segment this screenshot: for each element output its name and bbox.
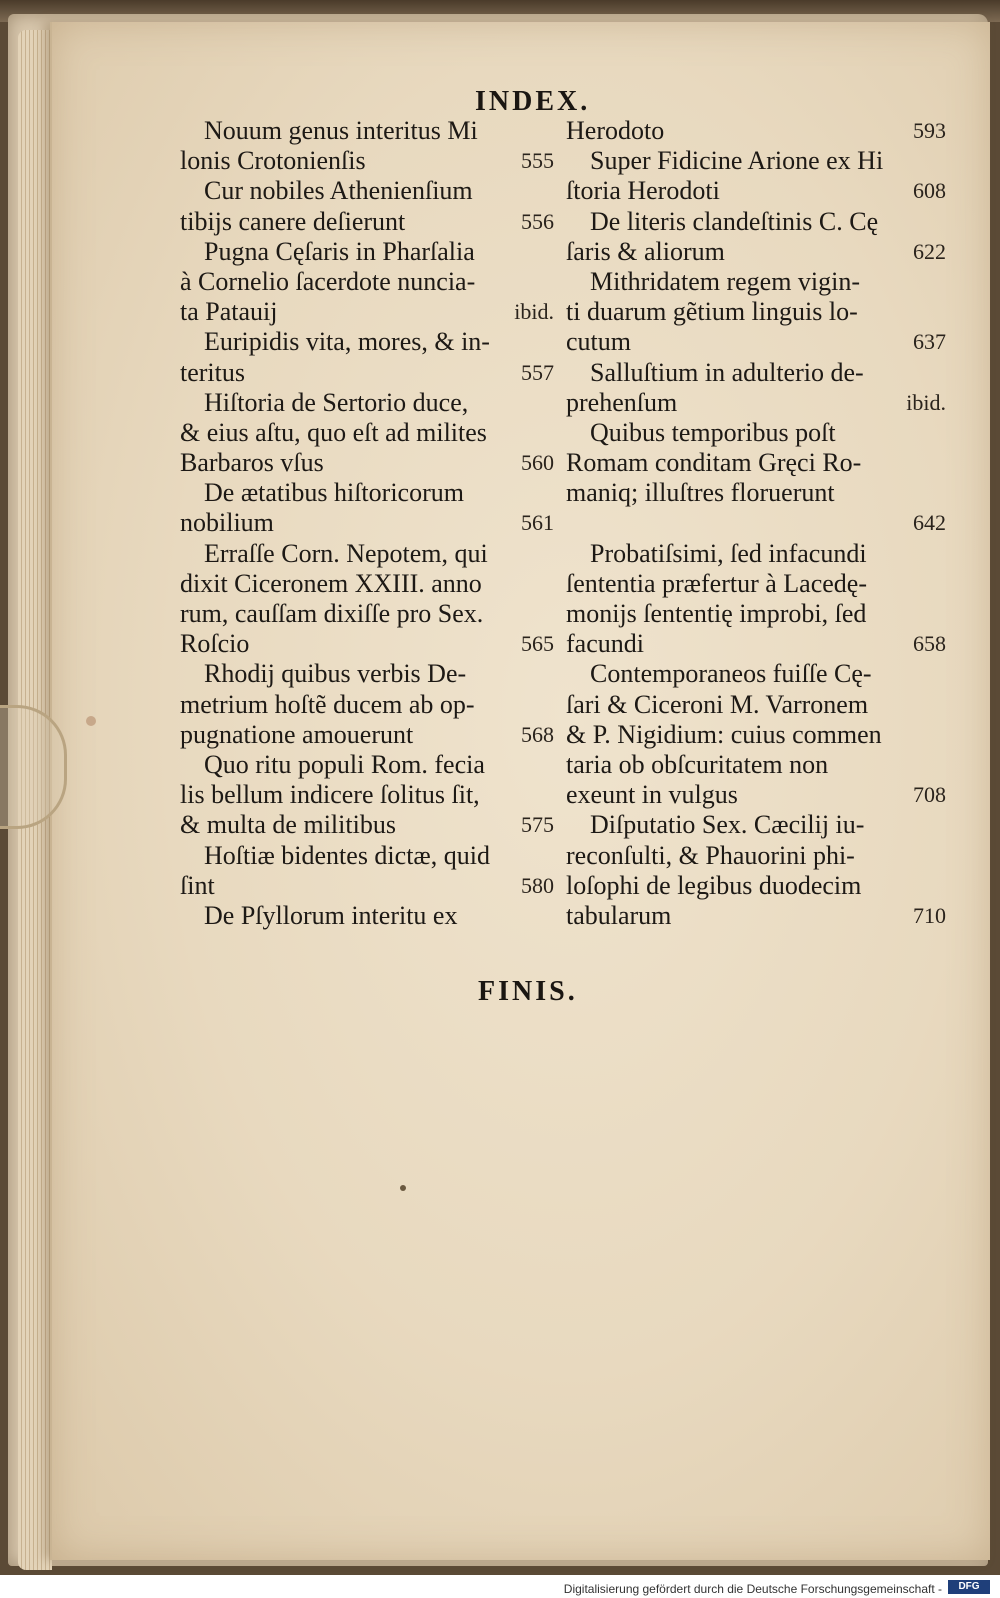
index-entry-line: [566, 810, 946, 840]
index-entry-line: [180, 508, 560, 538]
index-entry-text: Contemporaneos fuiſſe Cę-: [590, 659, 872, 689]
index-entry-text: Probatiſsimi, ſed infacundi: [590, 538, 867, 568]
index-entry-text: Nouum genus interitus Mi: [204, 116, 478, 145]
index-entry-text: metrium hoſtẽ ducem ab op-: [180, 689, 475, 719]
index-page-number: 622: [913, 238, 946, 264]
index-entry-text: ſtoria Herodoti: [566, 176, 720, 206]
index-page-number: 557: [521, 359, 554, 385]
dfg-logo: DFG: [948, 1580, 990, 1594]
index-entry-line: [180, 297, 560, 327]
index-entry-line: [566, 901, 946, 931]
index-entry-text: prehenſum: [566, 387, 678, 417]
index-entry-line: [180, 750, 560, 780]
index-entry-line: [566, 327, 946, 357]
index-entry-line: [180, 659, 560, 689]
index-entry-text: tibijs canere deſierunt: [180, 206, 406, 236]
index-column-right: [566, 116, 946, 931]
index-entry-text: nobilium: [180, 508, 274, 538]
index-entry-text: tabularum: [566, 900, 672, 930]
index-entry-text: taria ob obſcuritatem non: [566, 749, 829, 779]
index-entry-text: De ætatibus hiſtoricorum: [204, 478, 464, 508]
index-entry-text: Quibus temporibus poſt: [590, 417, 836, 447]
index-entry-line: [566, 418, 946, 448]
index-entry-line: [180, 176, 560, 206]
ink-speck: [400, 1185, 406, 1191]
index-entry-line: [180, 358, 560, 388]
index-page-number: 561: [521, 510, 554, 536]
index-page-number: 555: [521, 148, 554, 174]
index-entry-text: Rhodij quibus verbis De-: [204, 659, 467, 689]
index-entry-line: [566, 297, 946, 327]
index-entry-line: [566, 720, 946, 750]
index-entry-text: Salluſtium in adulterio de-: [590, 357, 864, 387]
index-entry-line: [180, 539, 560, 569]
index-entry-line: [180, 116, 560, 146]
index-entry-text: à Cornelio ſacerdote nuncia-: [180, 266, 476, 296]
index-entry-line: [180, 237, 560, 267]
index-entry-line: [180, 810, 560, 840]
ink-speck: [86, 716, 96, 726]
index-entry-text: loſophi de legibus duodecim: [566, 870, 862, 900]
index-entry-text: facundi: [566, 629, 644, 659]
index-entry-text: teritus: [180, 357, 245, 387]
index-entry-line: [180, 871, 560, 901]
index-entry-text: Barbaros vſus: [180, 448, 324, 478]
index-entry-line: [180, 720, 560, 750]
index-page-number: 575: [521, 812, 554, 838]
index-entry-line: [566, 116, 946, 146]
index-entry-line: [180, 478, 560, 508]
index-entry-text: dixit Ciceronem XXIII. anno: [180, 568, 482, 598]
index-entry-line: [566, 690, 946, 720]
index-entry-line: [566, 237, 946, 267]
index-entry-line: [566, 599, 946, 629]
index-entry-line: [566, 569, 946, 599]
index-entry-line: [180, 418, 560, 448]
index-entry-text: cutum: [566, 327, 631, 357]
footer-credit: Digitalisierung gefördert durch die Deutsche Forschungsgemeinschaft -: [563, 1582, 942, 1596]
index-entry-line: [566, 659, 946, 689]
index-entry-line: [180, 207, 560, 237]
index-page-number: 580: [521, 872, 554, 898]
index-entry-text: Hiſtoria de Sertorio duce,: [204, 387, 469, 417]
index-entry-text: lonis Crotonienſis: [180, 146, 366, 176]
page-header: INDEX.: [475, 86, 591, 117]
index-entry-text: lis bellum indicere ſolitus ſit,: [180, 780, 480, 810]
index-entry-line: [180, 599, 560, 629]
index-entry-line: [566, 508, 946, 538]
index-page-number: 568: [521, 721, 554, 747]
index-entry-line: [180, 690, 560, 720]
index-entry-line: [180, 327, 560, 357]
index-entry-line: [566, 629, 946, 659]
index-entry-line: [566, 478, 946, 508]
index-entry-text: ſaris & aliorum: [566, 236, 725, 266]
index-entry-text: Roſcio: [180, 629, 250, 659]
index-entry-line: [180, 841, 560, 871]
index-entry-text: Pugna Cęſaris in Pharſalia: [204, 236, 475, 266]
index-entry-line: [566, 267, 946, 297]
index-entry-line: [566, 780, 946, 810]
index-entry-text: Cur nobiles Athenienſium: [204, 176, 473, 206]
index-page-number: 608: [913, 178, 946, 204]
index-entry-text: Diſputatio Sex. Cæcilij iu-: [590, 810, 865, 840]
index-page-number: 560: [521, 450, 554, 476]
index-entry-text: pugnatione amouerunt: [180, 719, 414, 749]
index-entry-text: Herodoto: [566, 116, 665, 145]
index-entry-text: monijs ſententię improbi, ſed: [566, 599, 867, 628]
index-entry-text: ta Patauij: [180, 297, 278, 327]
index-entry-text: Erraſſe Corn. Nepotem, qui: [204, 538, 488, 568]
index-entry-text: Romam conditam Gręci Ro-: [566, 448, 862, 478]
index-entry-text: maniq; illuſtres floruerunt: [566, 478, 835, 508]
index-entry-line: [566, 448, 946, 478]
index-entry-line: [566, 871, 946, 901]
index-entry-line: [566, 207, 946, 237]
index-page-number: 658: [913, 631, 946, 657]
index-entry-text: reconſulti, & Phauorini phi-: [566, 840, 855, 870]
finis-label: FINIS.: [478, 976, 578, 1007]
index-entry-line: [180, 448, 560, 478]
index-entry-text: & eius aſtu, quo eſt ad milites: [180, 417, 487, 447]
index-page-number: 708: [913, 782, 946, 808]
index-entry-text: Hoſtiæ bidentes dictæ, quid: [204, 840, 490, 870]
index-entry-line: [180, 388, 560, 418]
index-entry-line: [180, 780, 560, 810]
index-entry-text: Super Fidicine Arione ex Hi: [590, 146, 884, 176]
index-entry-line: [566, 146, 946, 176]
index-entry-line: [180, 267, 560, 297]
index-entry-text: exeunt in vulgus: [566, 780, 738, 810]
index-entry-line: [180, 901, 560, 931]
index-column-left: [180, 116, 560, 931]
index-entry-text: Quo ritu populi Rom. fecia: [204, 749, 485, 779]
index-entry-text: De Pſyllorum interitu ex: [204, 900, 458, 930]
index-entry-line: [566, 539, 946, 569]
index-page-number: 637: [913, 329, 946, 355]
index-entry-text: ſententia præfertur à Lacedę-: [566, 568, 867, 598]
index-entry-line: [566, 358, 946, 388]
index-entry-line: [566, 750, 946, 780]
index-entry-line: [180, 146, 560, 176]
index-page-number: 642: [913, 510, 946, 536]
index-entry-text: rum, cauſſam dixiſſe pro Sex.: [180, 599, 484, 628]
index-entry-line: [180, 569, 560, 599]
index-entry-text: & P. Nigidium: cuius commen: [566, 719, 882, 749]
index-entry-text: ſint: [180, 870, 215, 900]
index-entry-text: Mithridatem regem vigin-: [590, 266, 861, 296]
index-page-number: 710: [913, 902, 946, 928]
index-entry-text: & multa de militibus: [180, 810, 396, 840]
index-entry-text: ti duarum gẽtium linguis lo-: [566, 297, 858, 327]
index-entry-line: [566, 388, 946, 418]
index-entry-text: Euripidis vita, mores, & in-: [204, 327, 490, 357]
index-page-number: 593: [913, 118, 946, 143]
index-page-number: 556: [521, 208, 554, 234]
index-entry-text: De literis clandeſtinis C. Cę: [590, 206, 879, 236]
index-entry-line: [566, 176, 946, 206]
index-entry-line: [566, 841, 946, 871]
index-page-number: ibid.: [514, 299, 554, 325]
index-page-number: 565: [521, 631, 554, 657]
index-entry-text: ſari & Ciceroni M. Varronem: [566, 689, 869, 719]
index-entry-line: [180, 629, 560, 659]
index-page-number: ibid.: [906, 389, 946, 415]
